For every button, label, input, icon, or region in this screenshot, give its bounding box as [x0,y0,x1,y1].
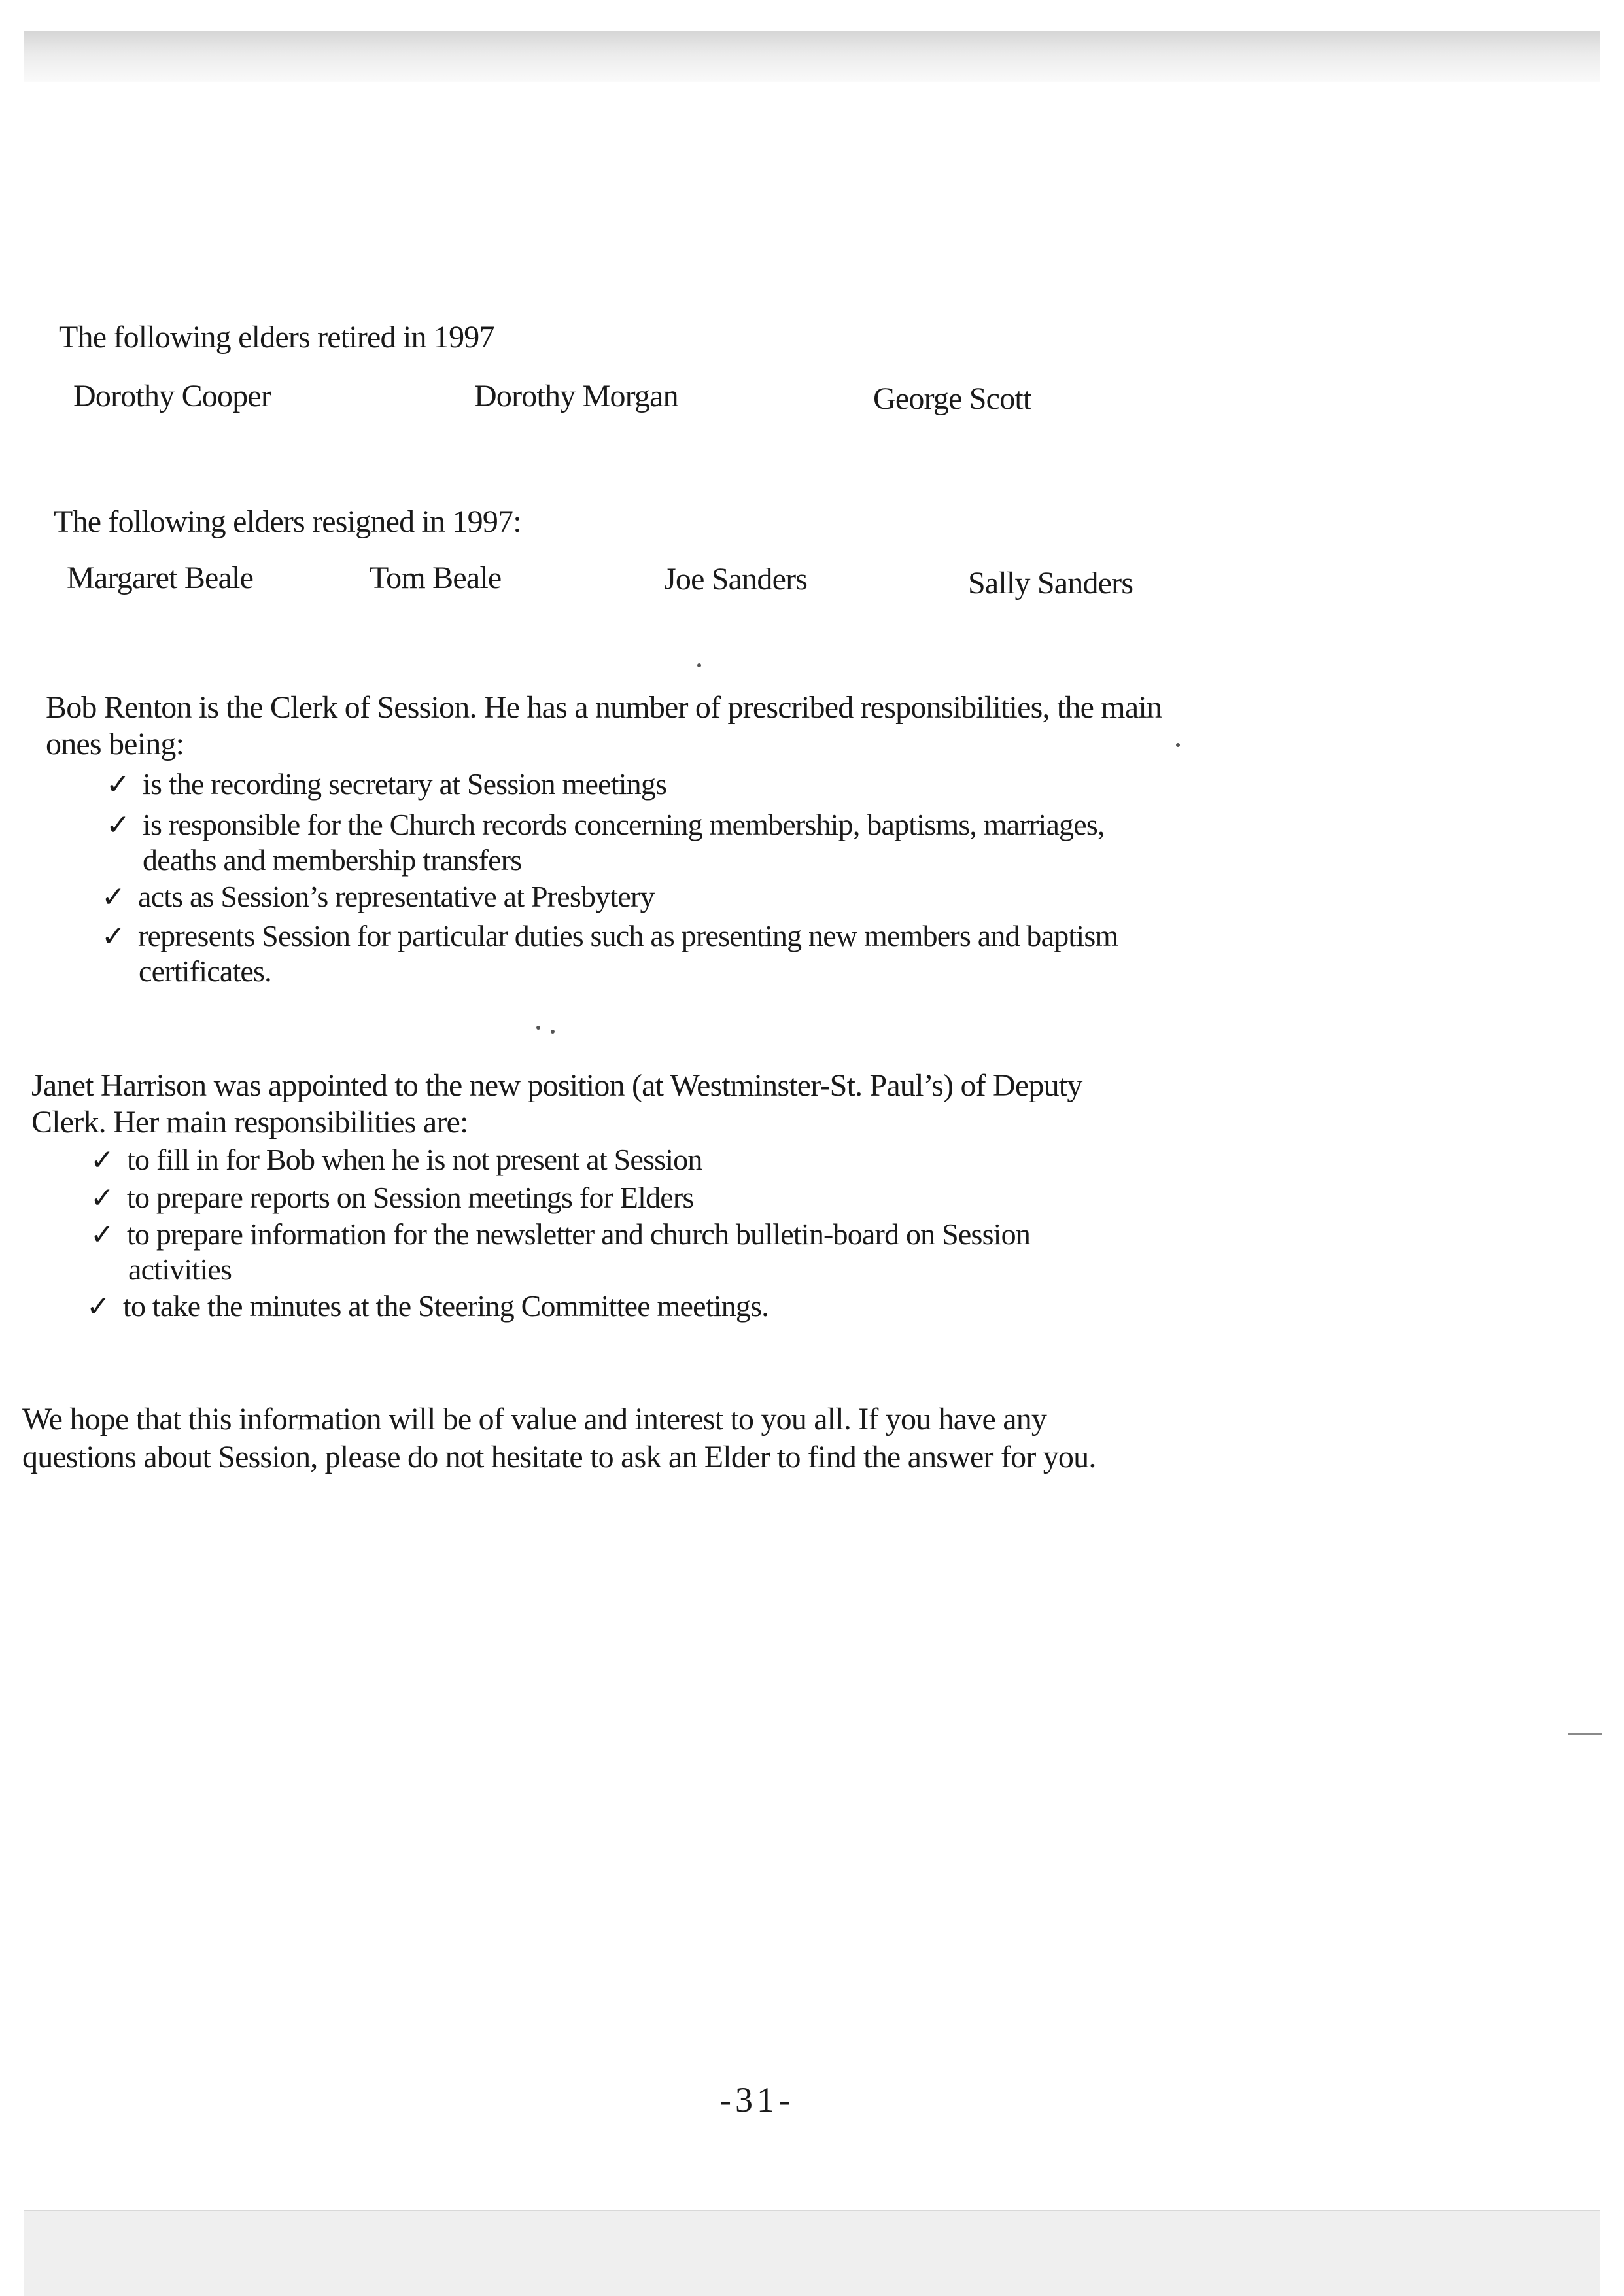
clerk-duty-text: acts as Session’s representative at Presbytery [138,880,655,913]
check-mark-icon: ✓ [101,880,126,914]
clerk-duty-item [106,767,666,803]
deputy-duty-text: to fill in for Bob when he is not present at Session [127,1143,702,1176]
deputy-duty-item [90,1180,694,1216]
page-number: -31- [719,2080,794,2119]
resigned-name: Joe Sanders [664,562,808,597]
deputy-duty-item [86,1289,769,1325]
retired-heading: The following elders retired in 1997 [59,320,494,355]
clerk-duty-item [106,807,1105,843]
check-mark-icon: ✓ [90,1181,114,1215]
clerk-duty-text: represents Session for particular duties such as presenting new members and baptism [138,919,1118,952]
scan-margin-mark [1568,1733,1602,1735]
deputy-duty-text: to take the minutes at the Steering Committee meetings. [123,1289,769,1323]
resigned-name: Tom Beale [370,561,502,595]
deputy-duty-item [90,1217,1030,1253]
deputy-duty-item [90,1142,702,1178]
check-mark-icon: ✓ [106,768,130,801]
scan-speck [697,663,701,667]
check-mark-icon: ✓ [101,920,126,953]
resigned-name: Margaret Beale [67,561,254,595]
closing-paragraph: We hope that this information will be of value and interest to you all. If you have any [22,1402,1047,1436]
deputy-intro-continued: Clerk. Her main responsibilities are: [31,1105,468,1139]
retired-name: Dorothy Morgan [474,379,678,413]
retired-name: Dorothy Cooper [73,379,271,413]
scan-top-shadow [24,31,1600,82]
closing-paragraph-continued: questions about Session, please do not hesitate to ask an Elder to find the answer for you. [22,1440,1096,1474]
clerk-duty-text: is responsible for the Church records concerning membership, baptisms, marriages, [143,808,1105,841]
check-mark-icon: ✓ [86,1290,111,1323]
deputy-duty-text: to prepare information for the newsletter and church bulletin-board on Session [127,1217,1031,1251]
scan-bottom-shadow [24,2210,1600,2296]
retired-name: George Scott [873,381,1031,416]
deputy-duty-continued: activities [128,1253,232,1286]
clerk-duty-text: is the recording secretary at Session meetings [143,767,667,801]
deputy-intro: Janet Harrison was appointed to the new position (at Westminster-St. Paul’s) of Deputy [31,1068,1082,1103]
resigned-name: Sally Sanders [968,566,1133,600]
check-mark-icon: ✓ [106,809,130,842]
clerk-duty-item [101,879,655,915]
clerk-duty-continued: certificates. [139,954,271,988]
clerk-duty-continued: deaths and membership transfers [143,843,522,877]
clerk-intro-continued: ones being: [46,727,184,761]
scan-speck [1176,743,1180,747]
check-mark-icon: ✓ [90,1218,114,1251]
clerk-intro: Bob Renton is the Clerk of Session. He has a number of prescribed responsibilities, the main [46,690,1162,725]
resigned-heading: The following elders resigned in 1997: [54,504,521,539]
scan-speck [536,1026,540,1030]
deputy-duty-text: to prepare reports on Session meetings for Elders [127,1181,694,1214]
check-mark-icon: ✓ [90,1143,114,1177]
clerk-duty-item [101,918,1118,954]
scan-speck [551,1030,555,1034]
